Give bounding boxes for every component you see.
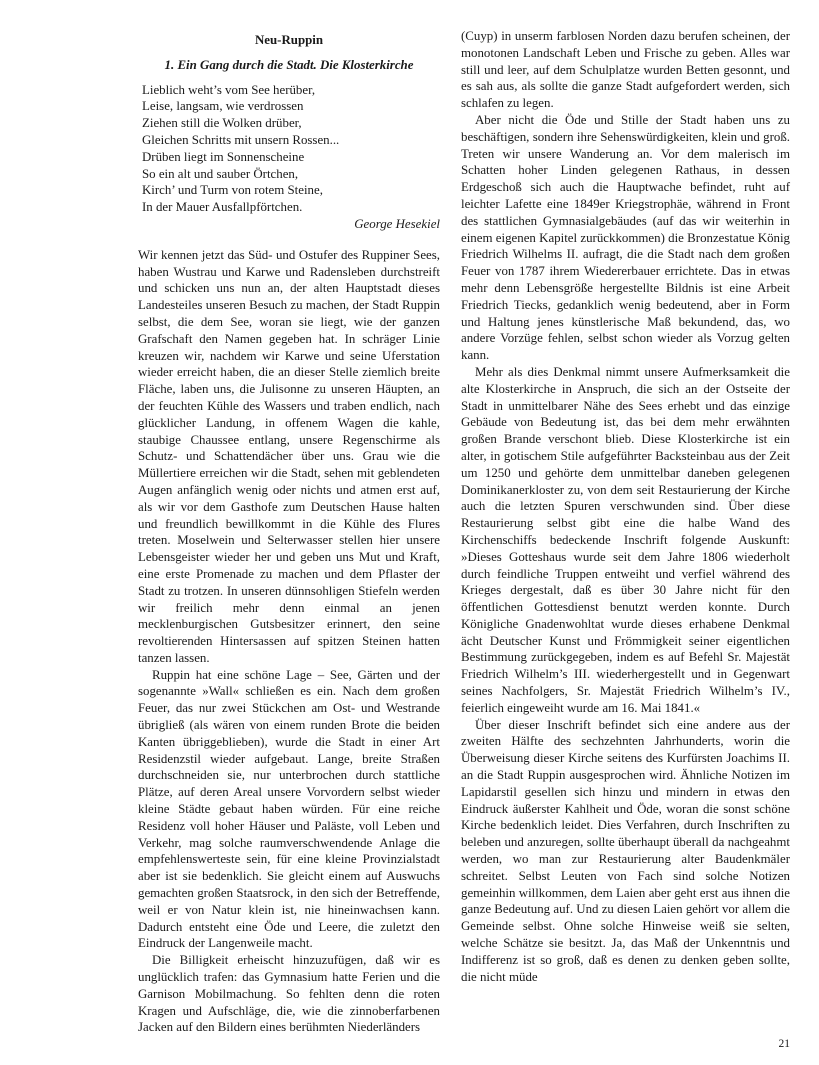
- poem-line: Leise, langsam, wie verdrossen: [142, 99, 304, 114]
- poem-line: Lieblich weht’s vom See herüber,: [142, 82, 316, 97]
- poem-author: George Hesekiel: [354, 216, 440, 231]
- poem-line: Drüben liegt im Sonnenscheine: [142, 149, 305, 164]
- body-paragraph: Die Billigkeit erheischt hinzuzufügen, daß wir es unglücklich trafen: das Gymnasium hatte Ferien und die Garnison Mobilmachung. So fehlten denn die roten Kragen und Aufschläge, die, wie die zinnoberfarbenen Jacken auf den Bildern eines berühmten Niederländers: [138, 953, 440, 1035]
- chapter-title: 1. Ein Gang durch die Stadt. Die Klosterkirche: [164, 57, 414, 72]
- left-column: [138, 28, 440, 1036]
- epigraph-poem: [142, 82, 440, 216]
- body-paragraph: Ruppin hat eine schöne Lage – See, Gärten und der sogenannte »Wall« schließen es ein. Nach dem großen Feuer, das nur zwei Stückchen am Ost- und Westrande übrigließ (als wären von einem runden Brote die beiden Kanten übriggeblieben), wurde die Stadt in einer Art Residenzstil wieder aufgebaut. Lange, breite Straßen durchschneiden sie, nur unterbrochen durch stattliche Plätze, auf deren Areal unsere Vorvordern selbst wieder kleine Städte gebaut haben würden. Für eine reiche Residenz voll hoher Häuser und Paläste, voll Leben und Verkehr, mag solche raumverschwendende Anlage die empfehlenswerteste sein, für eine kleine Provinzialstadt aber ist sie bedenklich. Sie gleicht einem auf Auswuchs gemachten großen Staatsrock, in den sich der Betreffende, weil er von Natur klein ist, nie hineinwachsen kann. Dadurch entsteht eine Öde und Leere, die zuletzt den Eindruck der Langenweile macht.: [138, 667, 440, 951]
- page-number: 21: [778, 1038, 790, 1050]
- poem-line: Kirch’ und Turm von rotem Steine,: [142, 183, 323, 198]
- poem-line: In der Mauer Ausfallpförtchen.: [142, 200, 303, 215]
- book-title: Neu-Ruppin: [254, 33, 324, 47]
- poem-line: So ein alt und sauber Örtchen,: [142, 166, 299, 181]
- body-paragraph: Aber nicht die Öde und Stille der Stadt haben uns zu beschäftigen, sondern ihre Sehenswürdigkeiten, klein und groß. Treten wir unsere Wanderung an. Vor dem malerisch im Schatten hoher Linden gelegenen Rathaus, in dessen Erdgeschoß sich auch die Hauptwache befindet, ruht auf leichter Lafette eine 1849er Kriegstrophäe, während in Front des stattlichen Gymnasialgebäudes (auf das wir weiterhin in einem eigenen Kapitel zurückkommen) die Bronzestatue König Friedrich Wilhelms II. aufragt, die die Stadt nach dem großen Feuer von 1787 ihrem Wiedererbauer errichtete. Das in etwas mehr denn Lebensgröße hergestellte Bildnis ist eine Arbeit Friedrich Tiecks, gedanklich wenig bedeutend, aber in Form und Haltung jenes künstlerische Maß bekundend, das, wo andere Vorzüge fehlen, selbst schon wieder als Vorzug gelten kann.: [461, 112, 790, 363]
- body-paragraph: Mehr als dies Denkmal nimmt unsere Aufmerksamkeit die alte Klosterkirche in Anspruch, die sich an der Ostseite der Stadt in unmittelbarer Nähe des Sees erhebt und das einzige Gebäude von Bedeutung ist, das bei dem mehr erwähnten großen Brande verschont blieb. Diese Klosterkirche ist ein alter, in gotischem Stile aufgeführter Backsteinbau aus der Zeit um 1250 und gehörte dem unmittelbar daneben gelegenen Dominikanerkloster zu, von dem seit Restaurierung der Kirche auch die letzten Spuren verschwunden sind. Über diese Restaurierung selbst gibt eine die halbe Wand des Kirchenschiffs bedeckende Inschrift folgende Auskunft: »Dieses Gotteshaus wurde seit dem Jahre 1806 wiederholt durch feindliche Truppen entweiht und verfiel während des Krieges dergestalt, daß es über 30 Jahre nicht für den öffentlichen Gottesdienst benutzt werden konnte. Durch Königliche Gnadenwohltat wurde dieses erhabene Denkmal ächt Deutscher Kunst und Frömmigkeit seiner eigentlichen Bestimmung zurückgegeben, indem es auf Befehl Sr. Majestät Friedrich Wilhelm’s III. wiederhergestellt und in Gegenwart seines Nachfolgers, Sr. Majestät Friedrich Wilhelm’s IV., feierlich eingeweiht wurde am 16. Mai 1841.«: [461, 364, 790, 715]
- body-paragraph: Wir kennen jetzt das Süd- und Ostufer des Ruppiner Sees, haben Wustrau und Karwe und Radensleben durchstreift und schicken uns nun an, der alten Hauptstadt dieses Landesteiles unseren Besuch zu machen, der Stadt Ruppin selbst, die dem See, woran sie liegt, wie der ganzen Grafschaft den Namen gegeben hat. In schräger Linie kreuzen wir, nachdem wir Karwe und seine Uferstation wieder erreicht haben, die an dieser Stelle ziemlich breite Fläche, laben uns, die Julisonne zu unseren Häupten, an der feuchten Kühle des Wassers und traben endlich, nach glücklicher Landung, in offenem Wagen die kahle, staubige Chaussee entlang, unsere Regenschirme als Schutz- und Schattendächer über uns. Grau wie die Müllertiere erreichen wir die Stadt, sehen mit geblendeten Augen anfänglich wenig oder nichts und atmen erst auf, als wir vor dem Gasthofe zum Deutschen Hause halten und freundlich bewillkommt in die Kühle des Flures treten. Moselwein und Selterwasser stellen hier unsere Lebensgeister wieder her und geben uns Mut und Kraft, eine erste Promenade zu machen und dem Pflaster der Stadt zu trotzen. In unseren dünnsohligen Stiefeln werden wir freilich mehr denn einmal an jenen mecklenburgischen Gutsbesitzer erinnert, den seine revoltierenden Hintersassen auf spitzen Steinen hatten tanzen lassen.: [138, 247, 440, 665]
- body-paragraph: (Cuyp) in unserm farblosen Norden dazu berufen scheinen, der monotonen Landschaft Leben und Frische zu geben. Alles war still und leer, auf dem Schulplatze wurden Betten gesonnt, und es sah aus, als sollte die ganze Stadt aufgefordert werden, sich schlafen zu legen.: [461, 29, 790, 111]
- poem-line: Gleichen Schritts mit unsern Rossen...: [142, 132, 340, 147]
- right-column: [461, 28, 790, 985]
- body-paragraph: Über dieser Inschrift befindet sich eine andere aus der zweiten Hälfte des sechzehnten Jahrhunderts, worin die Überweisung dieser Kirche seitens des Kurfürsten Joachims II. an die Stadt Ruppin ausgesprochen wird. Ähnliche Notizen im Lapidarstil gesellen sich hinzu und mindern in etwas den Eindruck äußerster Kahlheit und Öde, woran die sonst schöne Kirche bedenklich leidet. Dies Verfahren, durch Inschriften zu beleben und anzuregen, sollte überhaupt überall da nachgeahmt werden, wo man zur Restaurierung alter Baudenkmäler schreitet. Selbst Leuten von Fach sind solche Notizen gemeinhin willkommen, dem Laien aber geht erst aus ihnen die ganze Bedeutung auf. Und zu diesen Laien gehört vor allem die Gemeinde selbst. Ohne solche Hinweise weiß sie selten, welche Schätze sie besitzt. Ja, das Maß der Unkenntnis und Indifferenz ist so groß, daß es denen zu denken geben sollte, die nicht müde: [461, 717, 790, 984]
- poem-line: Ziehen still die Wolken drüber,: [142, 116, 302, 131]
